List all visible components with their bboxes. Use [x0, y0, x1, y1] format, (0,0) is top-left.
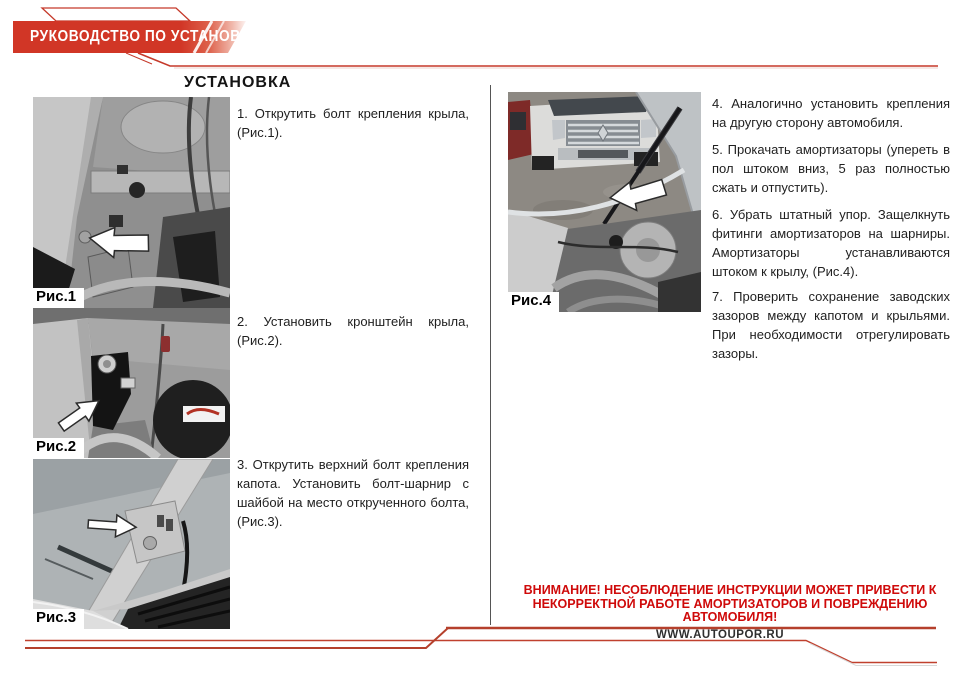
figure-3-photo — [33, 459, 230, 629]
figure-1-photo — [33, 97, 230, 308]
step-6-text: 6. Убрать штатный упор. Защелкнуть фитинги амортизаторов на шарниры. Амортизаторы устанавливаются штоком к крылу, (Рис.4). — [712, 207, 950, 279]
figure-1-caption: Рис.1 — [33, 288, 84, 308]
figure-2-photo — [33, 308, 230, 458]
warning-line-2: НЕКОРРЕКТНОЙ РАБОТЕ АМОРТИЗАТОРОВ И ПОВРЕЖДЕНИЮ — [532, 596, 928, 611]
footer-website: WWW.AUTOUPOR.RU — [655, 629, 785, 641]
step-7-text: 7. Проверить сохранение заводских зазоров между капотом и крыльями. При необходимости отрегулировать зазоры. — [712, 289, 950, 361]
step-4-text: 4. Аналогично установить крепления на другую сторону автомобиля. — [712, 96, 950, 130]
figure-3-caption: Рис.3 — [33, 609, 84, 629]
warning-line-3: АВТОМОБИЛЯ! — [682, 610, 778, 624]
step-2-text: 2. Установить кронштейн крыла, (Рис.2). — [237, 314, 469, 348]
page-title: РУКОВОДСТВО ПО УСТАНОВКЕ — [30, 28, 260, 45]
step-5-text: 5. Прокачать амортизаторы (упереть в пол штоком вниз, 5 раз полностью сжать и отпустить). — [712, 142, 950, 195]
section-title: УСТАНОВКА — [184, 74, 292, 91]
figure-4-art — [508, 92, 701, 312]
figure-1-art — [33, 97, 230, 308]
figure-4-caption: Рис.4 — [508, 292, 559, 312]
step-1-text: 1. Открутить болт крепления крыла, (Рис.1). — [237, 106, 469, 140]
figure-3-art — [33, 459, 230, 629]
figure-2-art — [33, 308, 230, 458]
figure-4-photo — [508, 92, 701, 312]
footer-decoration — [0, 615, 970, 685]
column-divider — [490, 85, 491, 625]
figure-2-caption: Рис.2 — [33, 438, 84, 458]
warning-line-1: ВНИМАНИЕ! НЕСОБЛЮДЕНИЕ ИНСТРУКЦИИ МОЖЕТ ПРИВЕСТИ К — [523, 583, 937, 597]
step-3-text: 3. Открутить верхний болт крепления капота. Установить болт-шарнир с шайбой на место открученного болта, (Рис.3). — [237, 457, 469, 529]
